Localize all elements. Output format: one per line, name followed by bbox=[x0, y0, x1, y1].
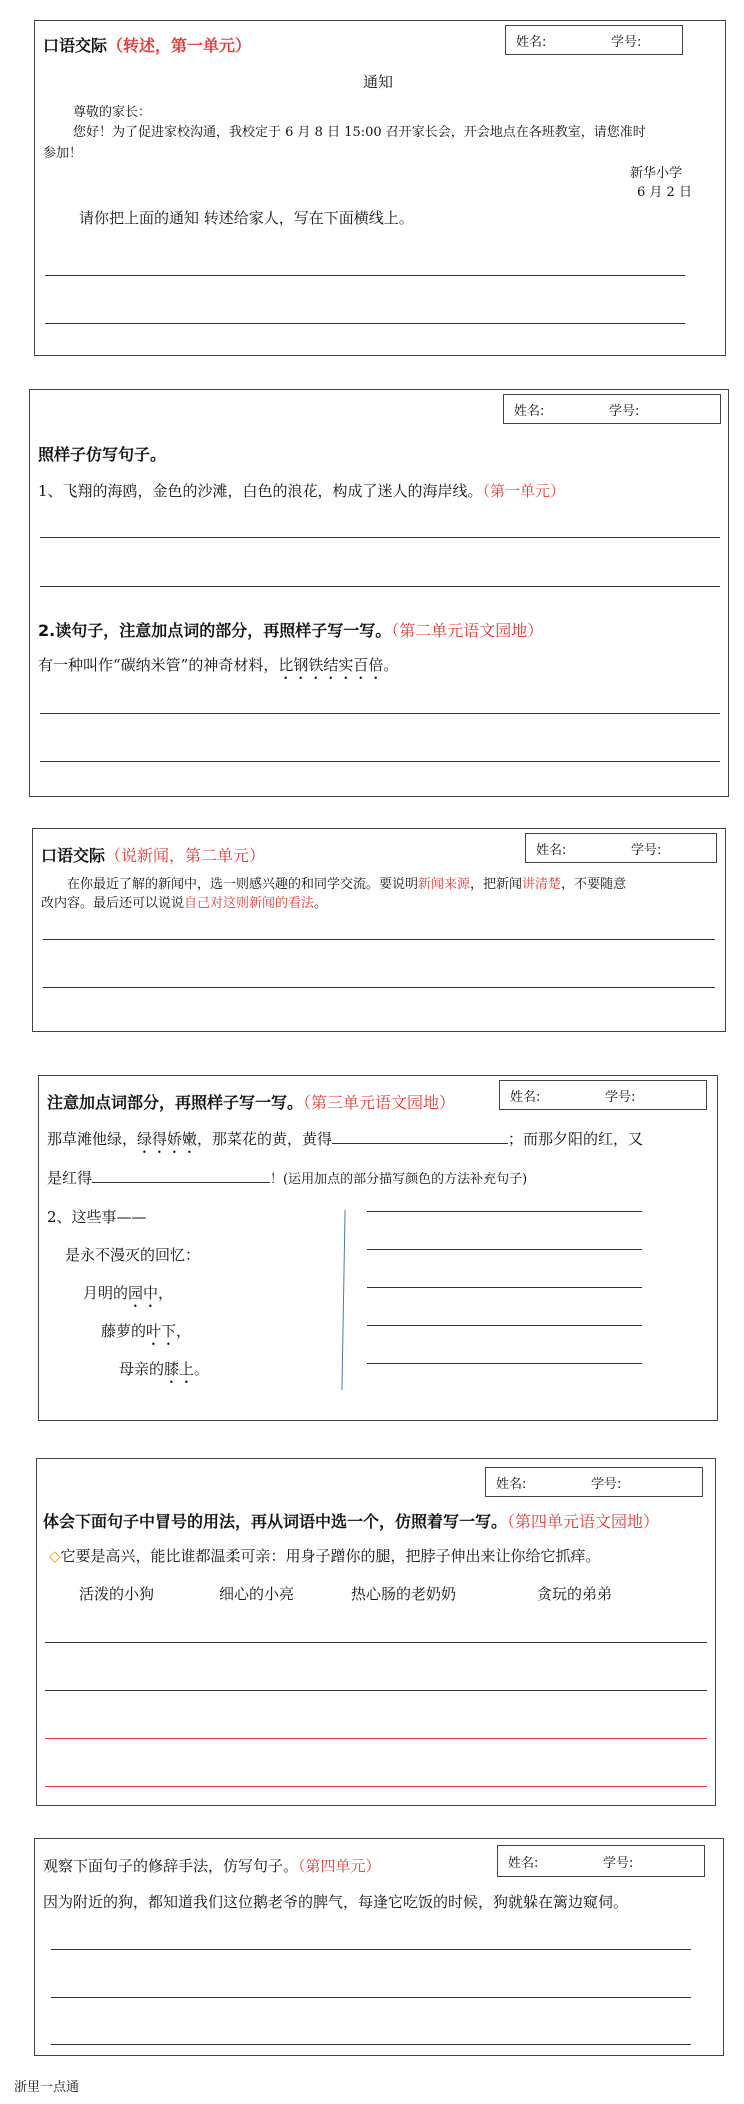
word-option[interactable]: 活泼的小狗 bbox=[79, 1585, 155, 1603]
name-label: 姓名: bbox=[514, 403, 545, 419]
poem-line-2: 月明的园中， bbox=[83, 1284, 174, 1302]
card-title: 照样子仿写句子。 bbox=[38, 445, 167, 464]
answer-line[interactable] bbox=[43, 939, 715, 940]
notice-school: 新华小学 bbox=[630, 166, 683, 181]
notice-greeting: 尊敬的家长： bbox=[73, 105, 152, 120]
word-option[interactable]: 热心肠的老奶奶 bbox=[351, 1585, 457, 1603]
answer-line[interactable] bbox=[45, 1738, 707, 1739]
id-label: 学号: bbox=[603, 1855, 634, 1871]
instruction-text: 请你把上面的通知 转述给家人，写在下面横线上。 bbox=[79, 209, 414, 227]
name-id-box bbox=[525, 833, 717, 863]
name-id-box bbox=[503, 394, 721, 424]
answer-line[interactable] bbox=[40, 537, 720, 538]
card-imitate-sentence bbox=[29, 389, 729, 797]
card-rhetoric bbox=[34, 1838, 724, 2056]
name-label: 姓名: bbox=[516, 34, 547, 50]
answer-line[interactable] bbox=[51, 1949, 691, 1950]
id-label: 学号: bbox=[631, 842, 662, 858]
card-oral-retell bbox=[34, 20, 726, 356]
name-label: 姓名: bbox=[536, 842, 567, 858]
id-label: 学号: bbox=[611, 34, 642, 50]
divider-line bbox=[341, 1210, 345, 1390]
card-title: 观察下面句子的修辞手法，仿写句子。（第四单元） bbox=[43, 1857, 381, 1875]
question-1: 1、飞翔的海鸥，金色的沙滩，白色的浪花，构成了迷人的海岸线。（第一单元） bbox=[38, 482, 566, 500]
answer-line[interactable] bbox=[51, 2044, 691, 2045]
answer-line[interactable] bbox=[367, 1325, 642, 1326]
id-label: 学号: bbox=[591, 1476, 622, 1492]
fill-blank[interactable] bbox=[332, 1129, 508, 1144]
poem-line-4: 母亲的膝上。 bbox=[119, 1360, 210, 1378]
answer-line[interactable] bbox=[367, 1363, 642, 1364]
card-color-sentences bbox=[38, 1075, 718, 1421]
notice-title: 通知 bbox=[363, 73, 394, 91]
answer-line[interactable] bbox=[45, 1642, 707, 1643]
question-2: 2.读句子，注意加点词的部分，再照样子写一写。（第二单元语文园地） bbox=[38, 621, 544, 640]
id-label: 学号: bbox=[605, 1089, 636, 1105]
example-sentence: 因为附近的狗，都知道我们这位鹅老爷的脾气，每逢它吃饭的时候，狗就躲在篱边窥伺。 bbox=[43, 1893, 629, 1911]
footer-watermark: 浙里一点通 bbox=[14, 2080, 80, 2095]
id-label: 学号: bbox=[609, 403, 640, 419]
name-label: 姓名: bbox=[510, 1089, 541, 1105]
task-line-2: 改内容。最后还可以说说自己对这则新闻的看法。 bbox=[41, 896, 328, 911]
answer-line[interactable] bbox=[40, 586, 720, 587]
example-line-2: 是红得 ！(运用加点的部分描写颜色的方法补充句子) bbox=[47, 1169, 528, 1187]
answer-line[interactable] bbox=[367, 1211, 642, 1212]
name-id-box bbox=[497, 1845, 705, 1877]
answer-line[interactable] bbox=[45, 323, 685, 324]
name-id-box bbox=[505, 25, 683, 55]
answer-line[interactable] bbox=[43, 987, 715, 988]
poem-line-1: 是永不漫灭的回忆： bbox=[65, 1246, 201, 1264]
notice-body-line1: 您好！为了促进家校沟通，我校定于 6 月 8 日 15:00 召开家长会，开会地点在各班教室，请您准时 bbox=[73, 125, 646, 140]
answer-line[interactable] bbox=[45, 1786, 707, 1787]
card-title: 口语交际（转述，第一单元） bbox=[43, 36, 252, 55]
word-option[interactable]: 细心的小亮 bbox=[219, 1585, 295, 1603]
card-colon-usage bbox=[36, 1458, 716, 1806]
card-oral-news bbox=[32, 828, 726, 1032]
example-line-1: 那草滩他绿，绿得娇嫩，那菜花的黄，黄得 ；而那夕阳的红，又 bbox=[47, 1130, 644, 1148]
task-line-1: 在你最近了解的新闻中，选一则感兴趣的和同学交流。要说明新闻来源，把新闻讲清楚，不要随意 bbox=[67, 877, 627, 892]
word-option[interactable]: 贪玩的弟弟 bbox=[537, 1585, 613, 1603]
example-sentence: ◇它要是高兴，能比谁都温柔可亲：用身子蹭你的腿，把脖子伸出来让你给它抓痒。 bbox=[49, 1547, 601, 1565]
answer-line[interactable] bbox=[367, 1249, 642, 1250]
answer-line[interactable] bbox=[40, 713, 720, 714]
name-id-box bbox=[499, 1080, 707, 1110]
card-title: 注意加点词部分，再照样子写一写。（第三单元语文园地） bbox=[47, 1093, 456, 1112]
answer-line[interactable] bbox=[51, 1997, 691, 1998]
fill-blank[interactable] bbox=[92, 1168, 270, 1183]
notice-body-line2: 参加！ bbox=[43, 146, 83, 161]
answer-line[interactable] bbox=[367, 1287, 642, 1288]
example-sentence: 有一种叫作“碳纳米管”的神奇材料，比钢铁结实百倍。 bbox=[38, 656, 399, 674]
name-id-box bbox=[485, 1467, 703, 1497]
card-title: 体会下面句子中冒号的用法，再从词语中选一个，仿照着写一写。（第四单元语文园地） bbox=[43, 1512, 660, 1531]
card-title: 口语交际（说新闻，第二单元） bbox=[41, 846, 266, 865]
answer-line[interactable] bbox=[45, 1690, 707, 1691]
notice-date: 6 月 2 日 bbox=[637, 185, 692, 200]
diamond-icon: ◇ bbox=[49, 1547, 61, 1565]
poem-heading: 2、这些事—— bbox=[47, 1208, 147, 1226]
answer-line[interactable] bbox=[45, 275, 685, 276]
name-label: 姓名: bbox=[496, 1476, 527, 1492]
name-label: 姓名: bbox=[508, 1855, 539, 1871]
poem-line-3: 藤萝的叶下， bbox=[101, 1322, 192, 1340]
answer-line[interactable] bbox=[40, 761, 720, 762]
